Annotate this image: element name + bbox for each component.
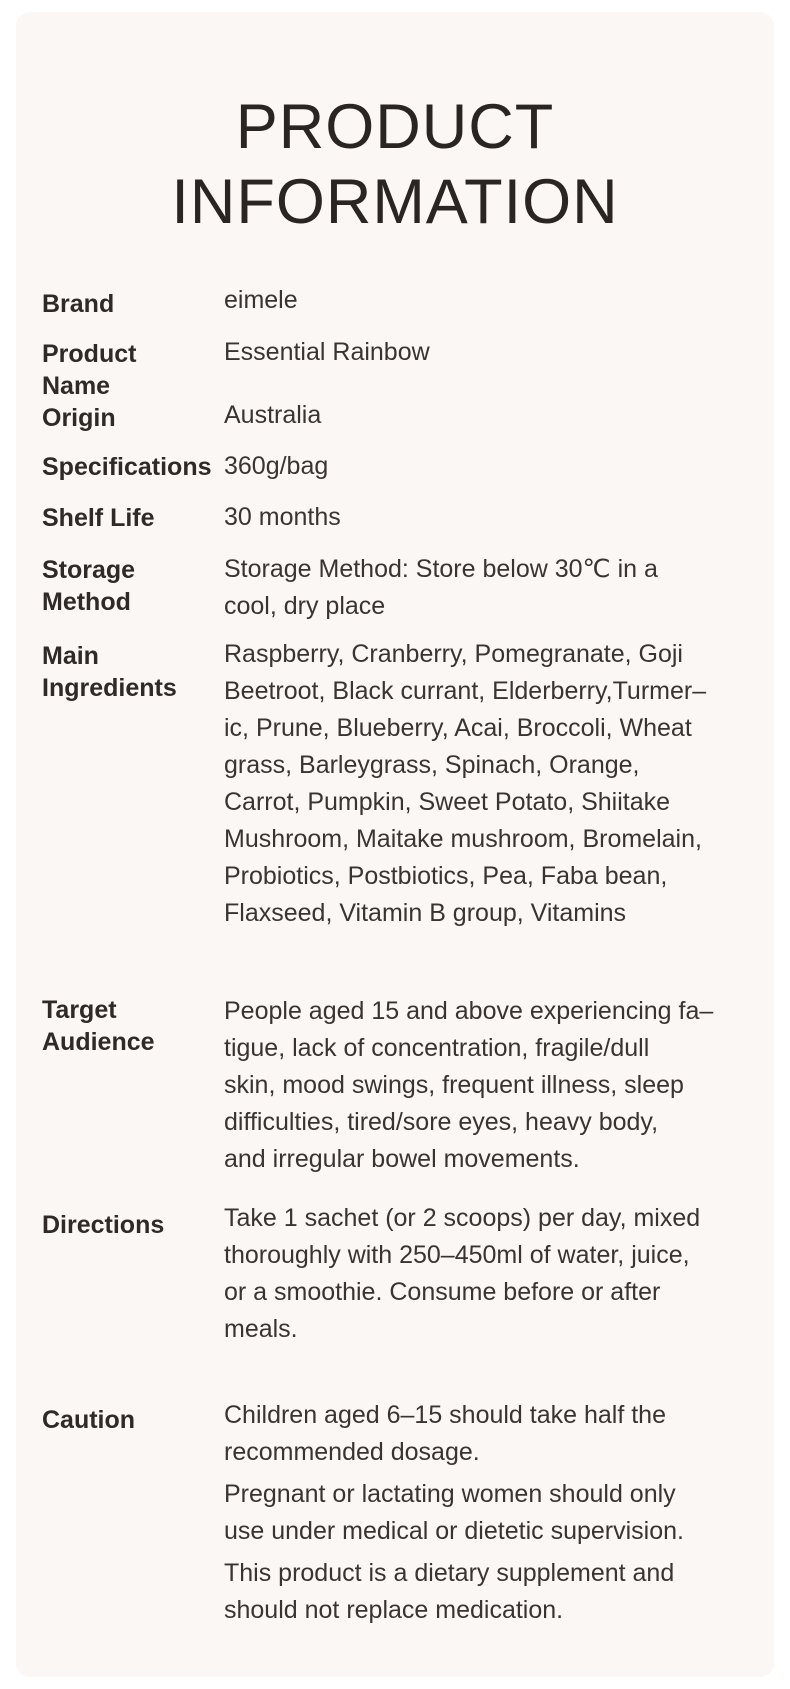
caution-paragraph: Pregnant or lactating women should only use under medical or dietetic supervision. <box>224 1480 684 1545</box>
target-audience-label: Target Audience <box>42 996 155 1056</box>
ingredients-line: Flaxseed, Vitamin B group, Vitamins <box>224 899 627 927</box>
product-name-label: Product Name <box>42 340 137 400</box>
caution-label: Caution <box>42 1406 136 1434</box>
audience-line: difficulties, tired/sore eyes, heavy body, <box>224 1108 659 1136</box>
ingredients-line: grass, Barleygrass, Spinach, Orange, <box>224 751 640 779</box>
page-title <box>16 90 774 240</box>
directions-value <box>224 1200 769 1348</box>
specifications-label: Specifications <box>42 453 212 481</box>
brand-label: Brand <box>42 290 115 318</box>
caution-value <box>224 1397 769 1629</box>
main-ingredients-label: Main Ingredients <box>42 642 177 702</box>
shelf-life-label: Shelf Life <box>42 504 155 532</box>
shelf-life-value: 30 months <box>224 503 341 531</box>
origin-value: Australia <box>224 401 322 429</box>
ingredients-line: Raspberry, Cranberry, Pomegranate, Goji <box>224 640 683 668</box>
origin-label: Origin <box>42 404 116 432</box>
product-info-card <box>16 12 774 1677</box>
ingredients-line: ic, Prune, Blueberry, Acai, Broccoli, Wheat <box>224 714 692 742</box>
ingredients-line: Probiotics, Postbiotics, Pea, Faba bean, <box>224 862 668 890</box>
directions-line: Take 1 sachet (or 2 scoops) per day, mixed <box>224 1204 701 1232</box>
directions-line: or a smoothie. Consume before or after <box>224 1278 661 1306</box>
product-name-value: Essential Rainbow <box>224 338 430 366</box>
brand-value: eimele <box>224 286 298 314</box>
audience-line: People aged 15 and above experiencing fa– <box>224 997 714 1025</box>
title-line-1: PRODUCT <box>235 92 555 162</box>
caution-paragraph: This product is a dietary supplement and should not replace medication. <box>224 1559 675 1624</box>
ingredients-line: Beetroot, Black currant, Elderberry,Turmer– <box>224 677 707 705</box>
directions-line: thoroughly with 250–450ml of water, juice, <box>224 1241 690 1269</box>
storage-method-value: Storage Method: Store below 30℃ in a cool, dry place <box>224 555 658 620</box>
title-line-2: INFORMATION <box>171 167 619 237</box>
audience-line: tigue, lack of concentration, fragile/dull <box>224 1034 650 1062</box>
storage-method-label: Storage Method <box>42 556 136 616</box>
ingredients-line: Mushroom, Maitake mushroom, Bromelain, <box>224 825 702 853</box>
main-ingredients-value <box>224 636 769 932</box>
ingredients-line: Carrot, Pumpkin, Sweet Potato, Shiitake <box>224 788 671 816</box>
directions-line: meals. <box>224 1315 298 1343</box>
audience-line: skin, mood swings, frequent illness, sleep <box>224 1071 684 1099</box>
audience-line: and irregular bowel movements. <box>224 1145 580 1173</box>
caution-paragraph: Children aged 6–15 should take half the recommended dosage. <box>224 1401 666 1466</box>
specifications-value: 360g/bag <box>224 452 329 480</box>
directions-label: Directions <box>42 1211 165 1239</box>
target-audience-value <box>224 993 769 1178</box>
